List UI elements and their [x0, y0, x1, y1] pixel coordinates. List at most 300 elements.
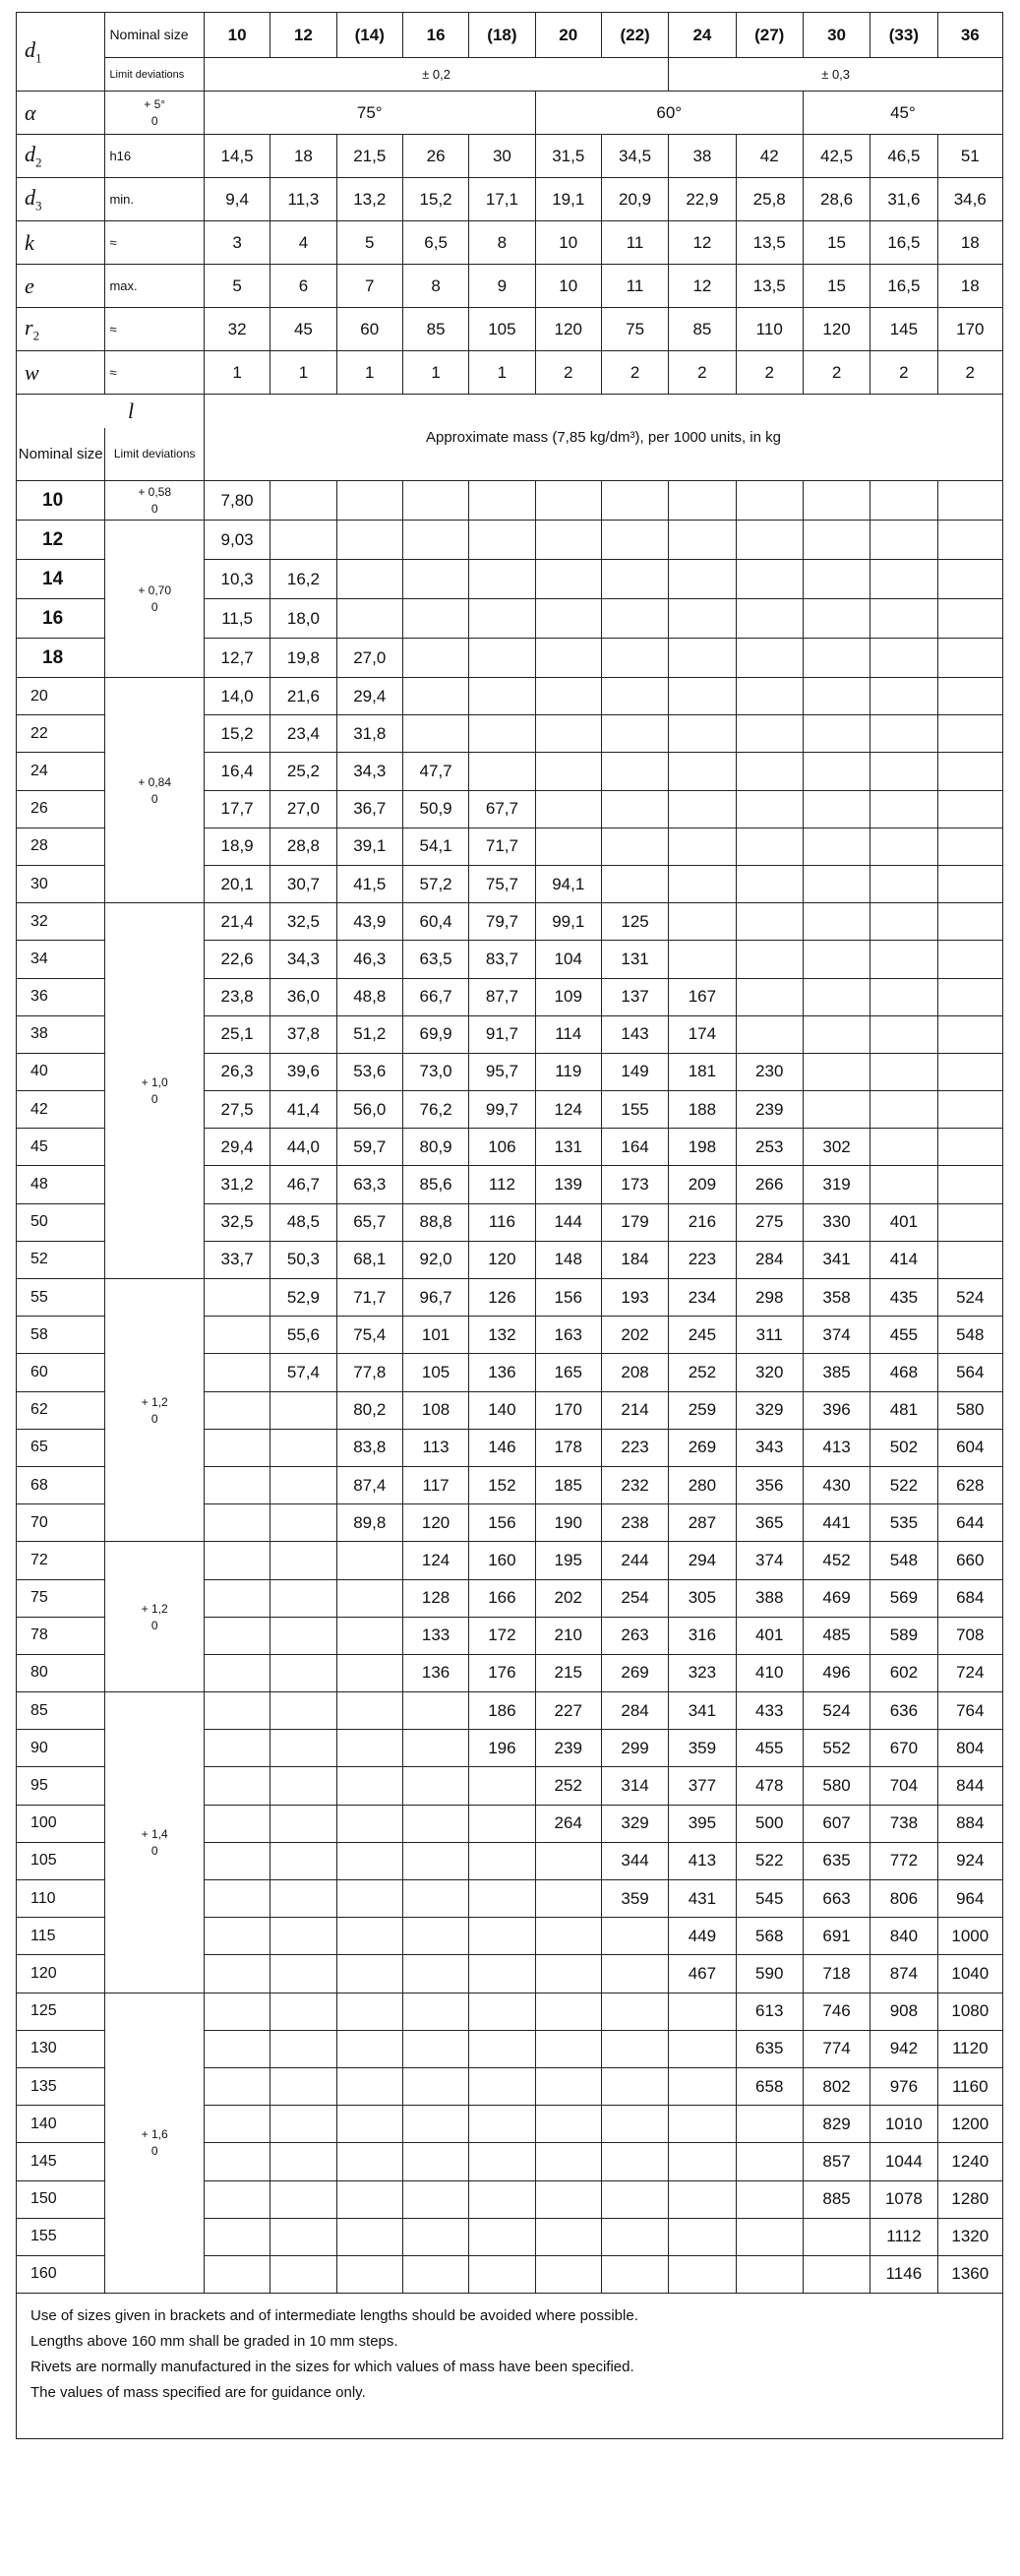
- mass-value: 684: [937, 1579, 1002, 1617]
- mass-value: 46,7: [270, 1166, 336, 1203]
- mass-value: 1040: [937, 1955, 1002, 1993]
- dimension-value: 25,8: [736, 178, 803, 221]
- mass-value: 109: [535, 978, 601, 1015]
- mass-cell-empty: [270, 2106, 336, 2143]
- mass-value: 34,3: [270, 941, 336, 978]
- mass-value: 764: [937, 1692, 1002, 1730]
- note-line: Lengths above 160 mm shall be graded in 10 mm steps.: [30, 2333, 398, 2351]
- mass-value: 47,7: [402, 753, 468, 790]
- mass-cell-empty: [937, 865, 1002, 902]
- length-value: 105: [17, 1842, 105, 1879]
- length-value: 42: [17, 1091, 105, 1129]
- dimension-value: 2: [601, 351, 668, 395]
- dimension-value: 15,2: [402, 178, 468, 221]
- mass-value: 396: [803, 1391, 870, 1429]
- mass-value: 435: [870, 1279, 937, 1317]
- length-value: 90: [17, 1730, 105, 1767]
- dimension-value: 11: [601, 221, 668, 265]
- mass-value: 269: [601, 1654, 668, 1691]
- mass-value: 1320: [937, 2218, 1002, 2255]
- mass-value: 16,2: [270, 560, 336, 599]
- mass-cell-empty: [336, 1579, 402, 1617]
- mass-cell-empty: [204, 2067, 270, 2105]
- length-value: 80: [17, 1654, 105, 1691]
- mass-value: 188: [669, 1091, 736, 1129]
- mass-value: 455: [870, 1317, 937, 1354]
- mass-row: [17, 521, 1003, 560]
- mass-cell-empty: [669, 865, 736, 902]
- alpha-tol-upper: + 5°: [144, 97, 166, 111]
- mass-value: 1112: [870, 2218, 937, 2255]
- mass-value: 185: [535, 1466, 601, 1503]
- mass-value: 22,6: [204, 941, 270, 978]
- mass-value: 50,9: [402, 790, 468, 828]
- dimension-symbol: [17, 351, 105, 395]
- mass-cell-empty: [270, 1579, 336, 1617]
- dimension-value: 45: [270, 308, 336, 351]
- mass-value: 131: [601, 941, 668, 978]
- mass-value: 341: [669, 1692, 736, 1730]
- mass-value: 802: [803, 2067, 870, 2105]
- length-tolerance: [105, 481, 205, 521]
- mass-cell-empty: [535, 1955, 601, 1993]
- length-tolerance-lower: 0: [150, 502, 158, 516]
- mass-cell-empty: [601, 2143, 668, 2180]
- mass-value: 1080: [937, 1993, 1002, 2030]
- mass-value: 590: [736, 1955, 803, 1993]
- dimension-value: 85: [402, 308, 468, 351]
- mass-cell-empty: [469, 2030, 535, 2067]
- mass-cell-empty: [270, 1993, 336, 2030]
- mass-cell-empty: [937, 599, 1002, 639]
- mass-cell-empty: [336, 599, 402, 639]
- mass-value: 314: [601, 1767, 668, 1805]
- dimension-qualifier: max.: [105, 265, 205, 308]
- mass-value: 190: [535, 1504, 601, 1542]
- mass-value: 738: [870, 1805, 937, 1842]
- mass-cell-empty: [469, 2106, 535, 2143]
- dimension-value: 8: [402, 265, 468, 308]
- length-value: 75: [17, 1579, 105, 1617]
- dimension-value: 2: [870, 351, 937, 395]
- mass-cell-empty: [870, 941, 937, 978]
- mass-value: 545: [736, 1880, 803, 1918]
- length-value: 160: [17, 2255, 105, 2293]
- mass-value: 607: [803, 1805, 870, 1842]
- mass-cell-empty: [270, 481, 336, 521]
- mass-value: 964: [937, 1880, 1002, 1918]
- mass-cell-empty: [270, 1918, 336, 1955]
- mass-cell-empty: [937, 1129, 1002, 1166]
- mass-value: 96,7: [402, 1279, 468, 1317]
- dimension-value: 14,5: [204, 135, 270, 178]
- mass-cell-empty: [469, 1955, 535, 1993]
- mass-cell-empty: [469, 2180, 535, 2218]
- mass-cell-empty: [336, 1542, 402, 1579]
- mass-value: 85,6: [402, 1166, 468, 1203]
- alpha-tol-lower: 0: [150, 114, 158, 128]
- dimension-value: 120: [535, 308, 601, 351]
- mass-value: 232: [601, 1466, 668, 1503]
- mass-value: 635: [803, 1842, 870, 1879]
- length-value: 120: [17, 1955, 105, 1993]
- mass-cell-empty: [535, 715, 601, 753]
- dimension-value: 9,4: [204, 178, 270, 221]
- dimension-value: 42,5: [803, 135, 870, 178]
- mass-cell-empty: [336, 1767, 402, 1805]
- dimension-value: 51: [937, 135, 1002, 178]
- mass-value: 29,4: [204, 1129, 270, 1166]
- mass-value: 214: [601, 1391, 668, 1429]
- mass-cell-empty: [535, 828, 601, 865]
- length-tolerance-upper: + 0,70: [138, 583, 172, 597]
- mass-cell-empty: [870, 1166, 937, 1203]
- mass-value: 11,5: [204, 599, 270, 639]
- mass-value: 433: [736, 1692, 803, 1730]
- length-value: 140: [17, 2106, 105, 2143]
- mass-cell-empty: [601, 2067, 668, 2105]
- mass-cell-empty: [336, 560, 402, 599]
- mass-value: 27,0: [336, 639, 402, 678]
- mass-value: 54,1: [402, 828, 468, 865]
- dimension-value: 16,5: [870, 265, 937, 308]
- mass-cell-empty: [937, 790, 1002, 828]
- dimension-value: 5: [336, 221, 402, 265]
- length-value: 78: [17, 1617, 105, 1654]
- mass-cell-empty: [601, 2218, 668, 2255]
- mass-value: 146: [469, 1429, 535, 1466]
- mass-cell-empty: [803, 481, 870, 521]
- length-tolerance: [105, 1993, 205, 2294]
- length-value: 145: [17, 2143, 105, 2180]
- mass-cell-empty: [803, 1091, 870, 1129]
- mass-value: 374: [803, 1317, 870, 1354]
- dimension-value: 31,5: [535, 135, 601, 178]
- mass-value: 14,0: [204, 678, 270, 715]
- mass-value: 113: [402, 1429, 468, 1466]
- mass-cell-empty: [870, 1015, 937, 1053]
- mass-value: 395: [669, 1805, 736, 1842]
- mass-cell-empty: [601, 1955, 668, 1993]
- mass-cell-empty: [204, 1955, 270, 1993]
- mass-value: 441: [803, 1504, 870, 1542]
- mass-value: 116: [469, 1203, 535, 1241]
- mass-value: 144: [535, 1203, 601, 1241]
- mass-value: 170: [535, 1391, 601, 1429]
- dimension-value: 8: [469, 221, 535, 265]
- mass-cell-empty: [669, 941, 736, 978]
- mass-value: 718: [803, 1955, 870, 1993]
- mass-value: 163: [535, 1317, 601, 1354]
- mass-cell-empty: [870, 1053, 937, 1090]
- dimension-row: [17, 308, 1003, 351]
- mass-cell-empty: [535, 481, 601, 521]
- dimension-value: 15: [803, 221, 870, 265]
- dimension-value: 1: [402, 351, 468, 395]
- mass-value: 39,1: [336, 828, 402, 865]
- mass-value: 323: [669, 1654, 736, 1691]
- mass-cell-empty: [937, 560, 1002, 599]
- mass-cell-empty: [601, 865, 668, 902]
- mass-cell-empty: [402, 2180, 468, 2218]
- mass-value: 1280: [937, 2180, 1002, 2218]
- mass-value: 136: [469, 1354, 535, 1391]
- mass-cell-empty: [803, 1015, 870, 1053]
- mass-value: 359: [601, 1880, 668, 1918]
- mass-cell-empty: [803, 715, 870, 753]
- length-value: 10: [17, 481, 105, 521]
- mass-value: 430: [803, 1466, 870, 1503]
- mass-cell-empty: [336, 1880, 402, 1918]
- mass-value: 245: [669, 1317, 736, 1354]
- dimension-value: 11,3: [270, 178, 336, 221]
- mass-value: 21,4: [204, 903, 270, 941]
- mass-cell-empty: [937, 1166, 1002, 1203]
- mass-value: 580: [803, 1767, 870, 1805]
- dimension-value: 20,9: [601, 178, 668, 221]
- length-value: 55: [17, 1279, 105, 1317]
- alpha-75-deg: 75°: [204, 92, 535, 135]
- mass-cell-empty: [270, 1504, 336, 1542]
- mass-value: 223: [669, 1241, 736, 1278]
- length-value: 40: [17, 1053, 105, 1090]
- mass-cell-empty: [870, 521, 937, 560]
- length-value: 14: [17, 560, 105, 599]
- mass-cell-empty: [803, 828, 870, 865]
- mass-value: 806: [870, 1880, 937, 1918]
- mass-value: 179: [601, 1203, 668, 1241]
- mass-value: 10,3: [204, 560, 270, 599]
- mass-cell-empty: [336, 2067, 402, 2105]
- mass-value: 708: [937, 1617, 1002, 1654]
- mass-cell-empty: [937, 978, 1002, 1015]
- mass-value: 1360: [937, 2255, 1002, 2293]
- mass-value: 385: [803, 1354, 870, 1391]
- mass-cell-empty: [937, 753, 1002, 790]
- mass-cell-empty: [204, 1279, 270, 1317]
- mass-value: 502: [870, 1429, 937, 1466]
- mass-cell-empty: [736, 481, 803, 521]
- mass-cell-empty: [669, 2255, 736, 2293]
- mass-value: 29,4: [336, 678, 402, 715]
- mass-cell-empty: [204, 2218, 270, 2255]
- mass-value: 106: [469, 1129, 535, 1166]
- mass-row: [17, 1542, 1003, 1579]
- mass-cell-empty: [204, 1617, 270, 1654]
- dimension-value: 5: [204, 265, 270, 308]
- mass-cell-empty: [736, 715, 803, 753]
- dimension-value: 4: [270, 221, 336, 265]
- mass-value: 524: [803, 1692, 870, 1730]
- mass-value: 284: [736, 1241, 803, 1278]
- mass-value: 124: [535, 1091, 601, 1129]
- length-value: 18: [17, 639, 105, 678]
- mass-value: 16,4: [204, 753, 270, 790]
- mass-caption: Approximate mass (7,85 kg/dm³), per 1000 units, in kg: [204, 395, 1002, 481]
- mass-cell-empty: [601, 2255, 668, 2293]
- mass-cell-empty: [402, 1730, 468, 1767]
- mass-cell-empty: [937, 828, 1002, 865]
- mass-value: 57,4: [270, 1354, 336, 1391]
- length-value: 36: [17, 978, 105, 1015]
- mass-value: 613: [736, 1993, 803, 2030]
- mass-cell-empty: [270, 1617, 336, 1654]
- length-symbol: l: [128, 398, 135, 423]
- alpha-tolerance: [105, 92, 205, 135]
- mass-value: 193: [601, 1279, 668, 1317]
- mass-cell-empty: [669, 2067, 736, 2105]
- mass-value: 25,2: [270, 753, 336, 790]
- mass-cell-empty: [736, 2218, 803, 2255]
- mass-cell-empty: [336, 2106, 402, 2143]
- mass-value: 568: [736, 1918, 803, 1955]
- mass-cell-empty: [270, 1955, 336, 1993]
- mass-value: 589: [870, 1617, 937, 1654]
- length-tolerance-lower: 0: [150, 791, 158, 806]
- length-tolerance-lower: 0: [150, 2144, 158, 2159]
- mass-value: 36,7: [336, 790, 402, 828]
- mass-cell-empty: [736, 560, 803, 599]
- length-value: 38: [17, 1015, 105, 1053]
- mass-cell-empty: [669, 599, 736, 639]
- mass-value: 108: [402, 1391, 468, 1429]
- mass-cell-empty: [601, 753, 668, 790]
- mass-cell-empty: [204, 1466, 270, 1503]
- mass-cell-empty: [402, 715, 468, 753]
- mass-cell-empty: [204, 2180, 270, 2218]
- mass-cell-empty: [601, 521, 668, 560]
- mass-value: 746: [803, 1993, 870, 2030]
- mass-cell-empty: [469, 715, 535, 753]
- tolerance-pm-0-2: ± 0,2: [204, 58, 668, 92]
- mass-value: 132: [469, 1317, 535, 1354]
- mass-cell-empty: [336, 2143, 402, 2180]
- dimension-value: 18: [937, 265, 1002, 308]
- mass-cell-empty: [937, 639, 1002, 678]
- mass-value: 329: [601, 1805, 668, 1842]
- mass-cell-empty: [669, 521, 736, 560]
- mass-value: 564: [937, 1354, 1002, 1391]
- mass-value: 449: [669, 1918, 736, 1955]
- mass-cell-empty: [937, 1203, 1002, 1241]
- dimension-value: 2: [736, 351, 803, 395]
- dimension-row: [17, 265, 1003, 308]
- mass-value: 23,4: [270, 715, 336, 753]
- mass-cell-empty: [535, 790, 601, 828]
- mass-value: 569: [870, 1579, 937, 1617]
- mass-value: 53,6: [336, 1053, 402, 1090]
- dimension-value: 7: [336, 265, 402, 308]
- mass-value: 535: [870, 1504, 937, 1542]
- mass-value: 19,8: [270, 639, 336, 678]
- length-value: 32: [17, 903, 105, 941]
- mass-value: 148: [535, 1241, 601, 1278]
- length-value: 16: [17, 599, 105, 639]
- mass-value: 299: [601, 1730, 668, 1767]
- mass-value: 60,4: [402, 903, 468, 941]
- mass-value: 874: [870, 1955, 937, 1993]
- mass-value: 413: [803, 1429, 870, 1466]
- mass-cell-empty: [402, 1805, 468, 1842]
- mass-value: 196: [469, 1730, 535, 1767]
- mass-cell-empty: [270, 1767, 336, 1805]
- length-value: 65: [17, 1429, 105, 1466]
- mass-value: 227: [535, 1692, 601, 1730]
- mass-value: 112: [469, 1166, 535, 1203]
- mass-value: 202: [535, 1579, 601, 1617]
- mass-cell-empty: [601, 2030, 668, 2067]
- mass-value: 857: [803, 2143, 870, 2180]
- dimension-symbol: [17, 135, 105, 178]
- dimension-value: 38: [669, 135, 736, 178]
- dimension-value: 145: [870, 308, 937, 351]
- mass-value: 41,5: [336, 865, 402, 902]
- dimension-value: 2: [669, 351, 736, 395]
- mass-value: 12,7: [204, 639, 270, 678]
- dimension-value: 28,6: [803, 178, 870, 221]
- mass-value: 1160: [937, 2067, 1002, 2105]
- dimension-value: 18: [270, 135, 336, 178]
- length-tolerance-upper: + 0,58: [138, 485, 172, 499]
- mass-value: 51,2: [336, 1015, 402, 1053]
- mass-value: 302: [803, 1129, 870, 1166]
- mass-value: 30,7: [270, 865, 336, 902]
- mass-value: 79,7: [469, 903, 535, 941]
- mass-cell-empty: [469, 1767, 535, 1805]
- mass-value: 44,0: [270, 1129, 336, 1166]
- dimension-value: 10: [535, 265, 601, 308]
- mass-cell-empty: [535, 1993, 601, 2030]
- mass-value: 66,7: [402, 978, 468, 1015]
- mass-value: 467: [669, 1955, 736, 1993]
- mass-value: 31,8: [336, 715, 402, 753]
- mass-cell-empty: [204, 2106, 270, 2143]
- dimension-symbol-letter: r: [25, 314, 33, 339]
- mass-value: 976: [870, 2067, 937, 2105]
- mass-cell-empty: [601, 828, 668, 865]
- mass-value: 234: [669, 1279, 736, 1317]
- mass-value: 481: [870, 1391, 937, 1429]
- mass-value: 356: [736, 1466, 803, 1503]
- dimension-value: 11: [601, 265, 668, 308]
- mass-value: 413: [669, 1842, 736, 1879]
- mass-cell-empty: [402, 481, 468, 521]
- mass-value: 75,7: [469, 865, 535, 902]
- mass-value: 43,9: [336, 903, 402, 941]
- mass-cell-empty: [336, 2030, 402, 2067]
- mass-value: 46,3: [336, 941, 402, 978]
- mass-value: 69,9: [402, 1015, 468, 1053]
- mass-cell-empty: [937, 715, 1002, 753]
- dimension-value: 105: [469, 308, 535, 351]
- mass-value: 117: [402, 1466, 468, 1503]
- mass-cell-empty: [736, 828, 803, 865]
- dimension-value: 110: [736, 308, 803, 351]
- mass-cell-empty: [803, 903, 870, 941]
- length-tolerance: [105, 1279, 205, 1542]
- mass-value: 259: [669, 1391, 736, 1429]
- dimension-value: 34,6: [937, 178, 1002, 221]
- mass-cell-empty: [601, 560, 668, 599]
- mass-cell-empty: [803, 639, 870, 678]
- mass-cell-empty: [601, 1918, 668, 1955]
- length-value: 72: [17, 1542, 105, 1579]
- mass-cell-empty: [669, 2030, 736, 2067]
- mass-value: 329: [736, 1391, 803, 1429]
- mass-value: 704: [870, 1767, 937, 1805]
- dimension-value: 42: [736, 135, 803, 178]
- mass-value: 774: [803, 2030, 870, 2067]
